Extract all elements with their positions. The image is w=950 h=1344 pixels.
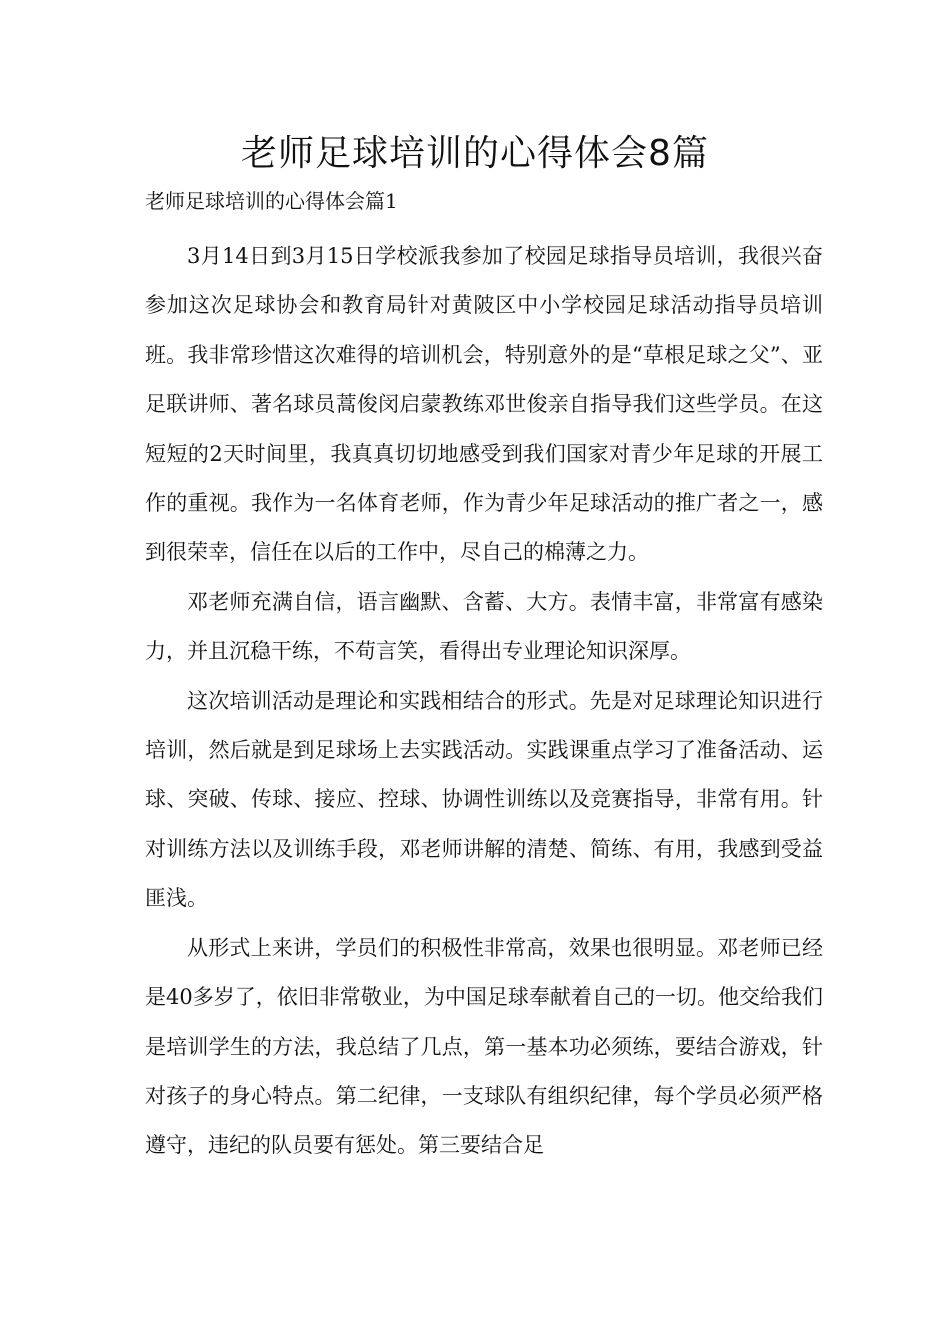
paragraph-2: 邓老师充满自信，语言幽默、含蓄、大方。表情丰富，非常富有感染力，并且沉稳干练，不苟言笑，看得出专业理论知识深厚。 bbox=[145, 589, 823, 664]
paragraph-4: 从形式上来讲，学员们的积极性非常高，效果也很明显。邓老师已经是40多岁了，依旧非常敬业，为中国足球奉献着自己的一切。他交给我们是培训学生的方法，我总结了几点，第一基本功必须练，要结合游戏，针对孩子的身心特点。第二纪律，一支球队有组织纪律，每个学员必须严格遵守，违纪的队员要有惩处。第三要结合足 bbox=[145, 935, 823, 1158]
document-body bbox=[145, 232, 823, 1171]
paragraph-3: 这次培训活动是理论和实践相结合的形式。先是对足球理论知识进行培训，然后就是到足球场上去实践活动。实践课重点学习了准备活动、运球、突破、传球、接应、控球、协调性训练以及竞赛指导，非常有用。针对训练方法以及训练手段，邓老师讲解的清楚、简练、有用，我感到受益匪浅。 bbox=[145, 688, 823, 911]
paragraph-1: 3月14日到3月15日学校派我参加了校园足球指导员培训，我很兴奋参加这次足球协会和教育局针对黄陂区中小学校园足球活动指导员培训班。我非常珍惜这次难得的培训机会，特别意外的是“草根足球之父”、亚足联讲师、著名球员蒿俊闵启蒙教练邓世俊亲自指导我们这些学员。在这短短的2天时间里，我真真切切地感受到我们国家对青少年足球的开展工作的重视。我作为一名体育老师，作为青少年足球活动的推广者之一，感到很荣幸，信任在以后的工作中，尽自己的棉薄之力。 bbox=[145, 244, 823, 565]
document-title: 老师足球培训的心得体会8篇 bbox=[241, 133, 709, 174]
section-heading: 老师足球培训的心得体会篇1 bbox=[145, 189, 398, 213]
